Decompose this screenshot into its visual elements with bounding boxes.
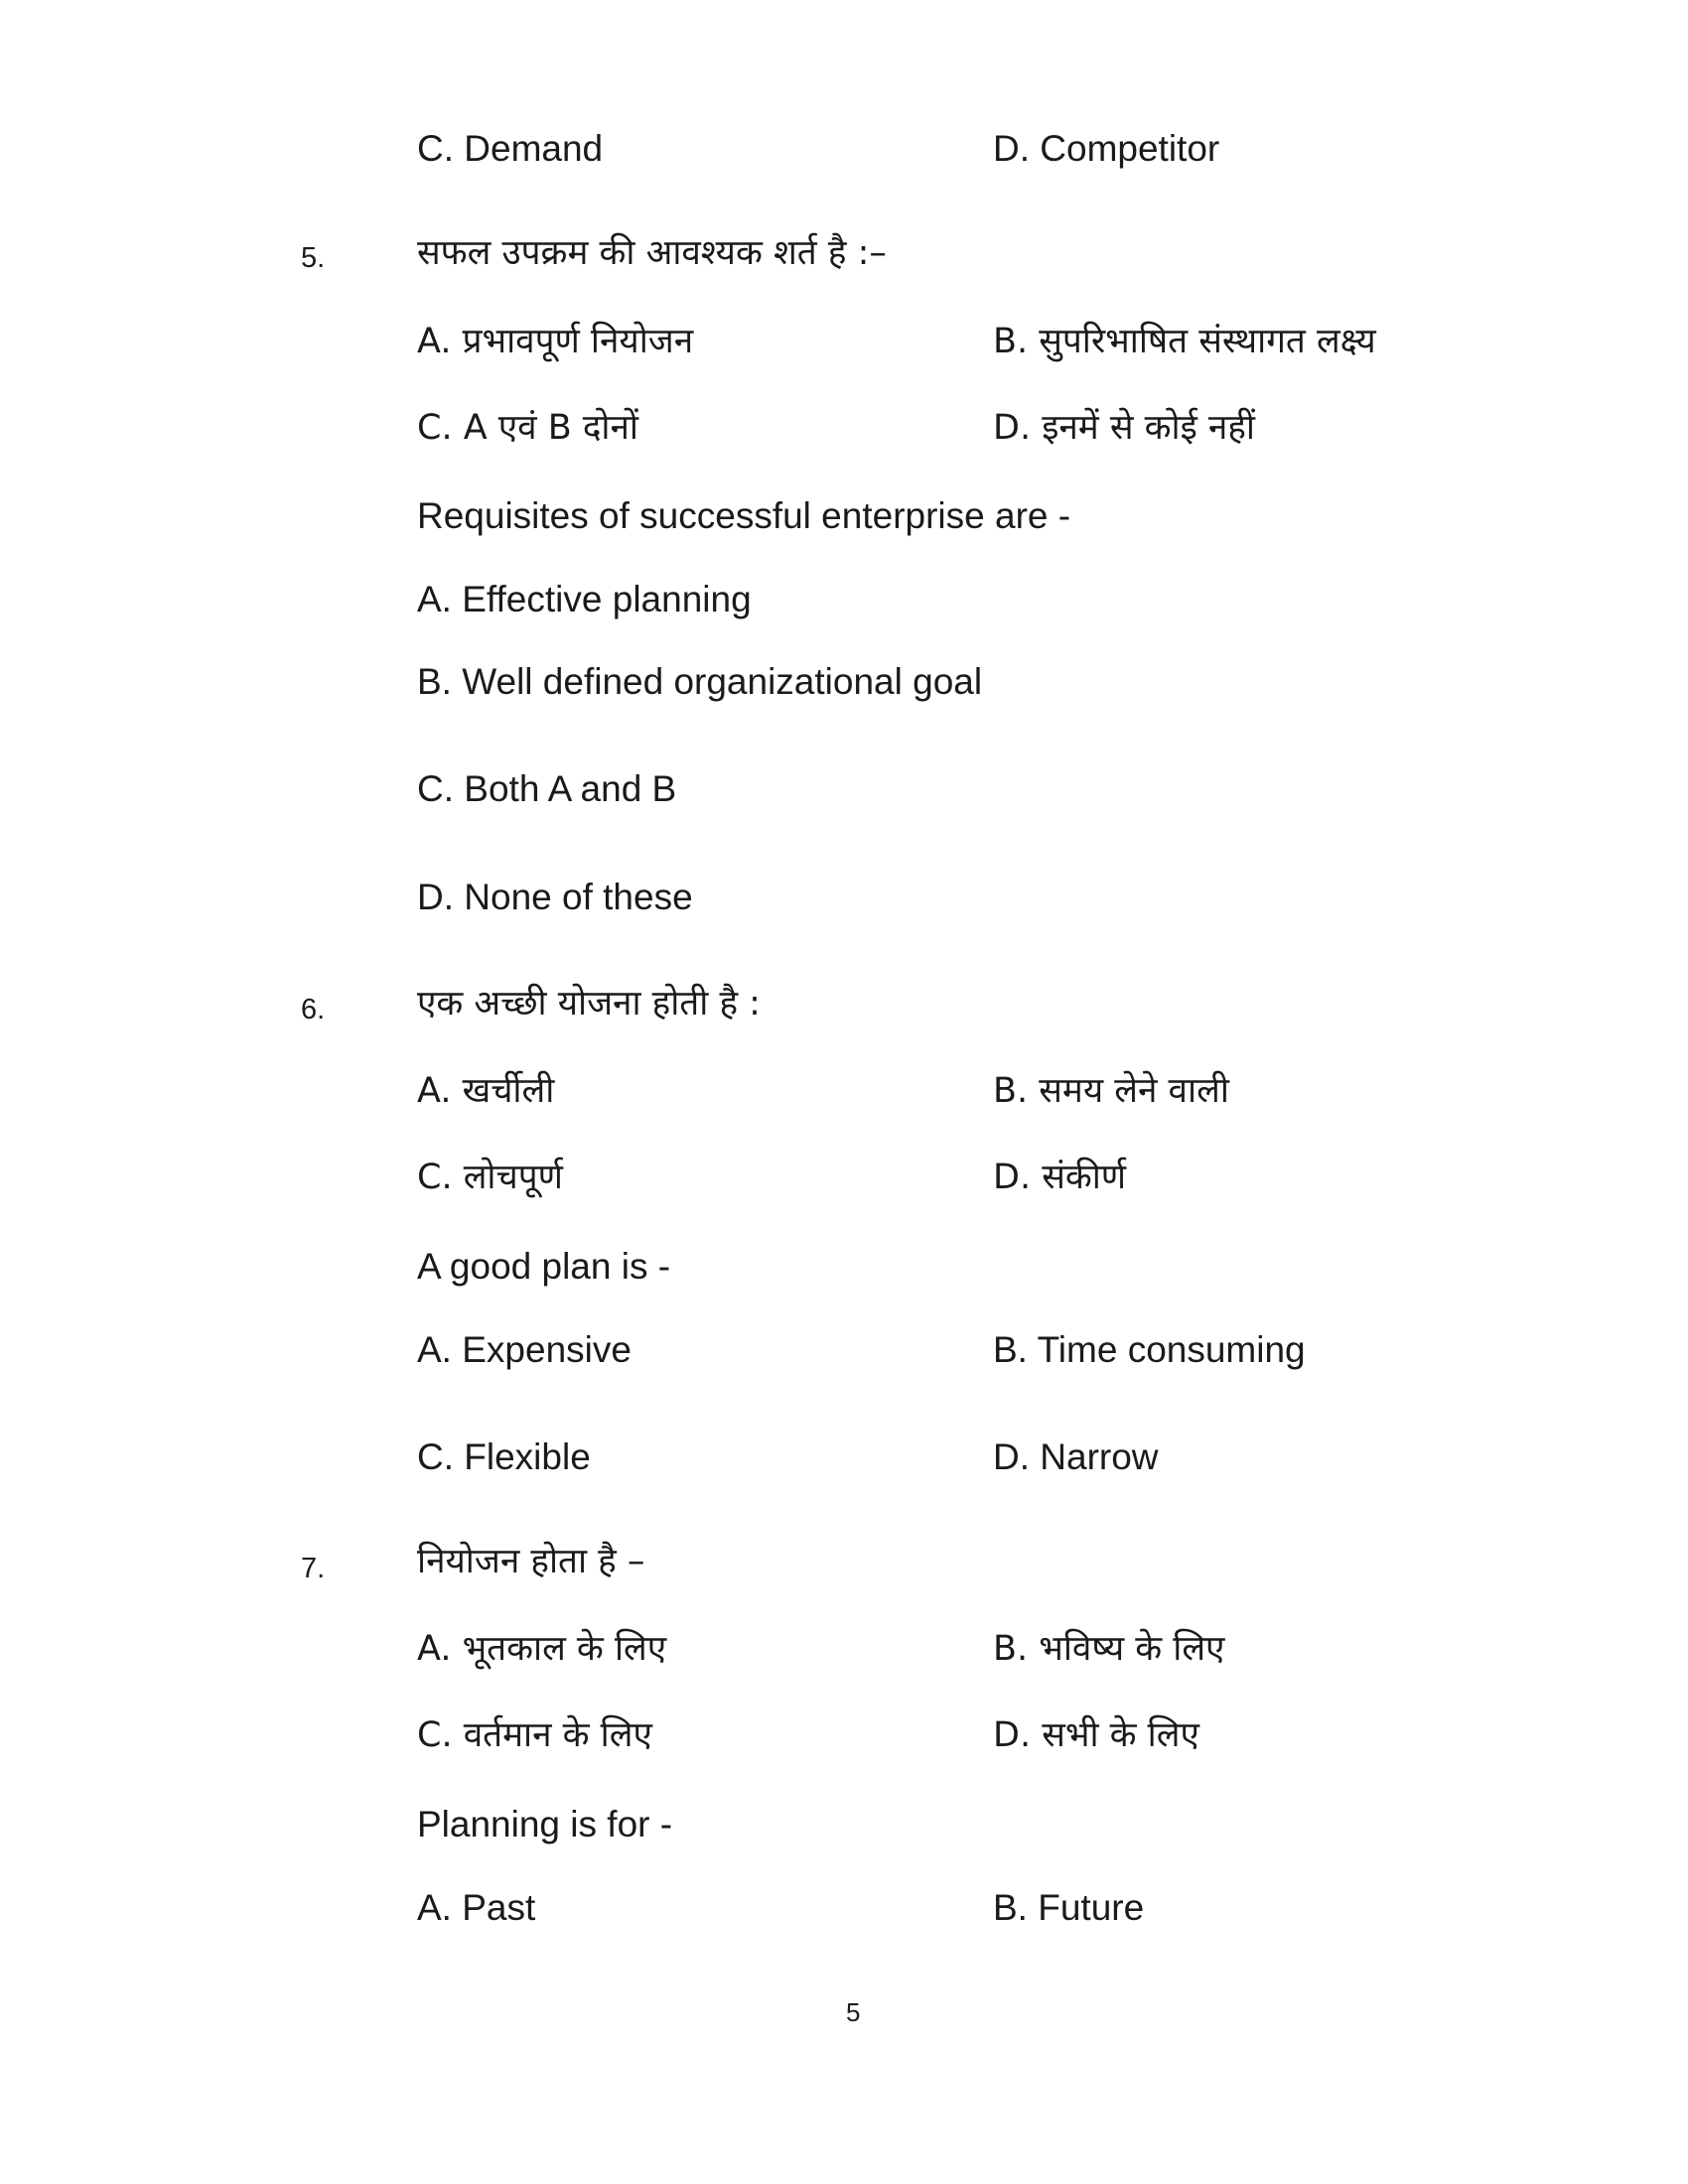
q6-option-b-english: B. Time consuming [993,1329,1306,1370]
q4-option-d: D. Competitor [993,128,1220,169]
q7-number: 7. [301,1553,326,1584]
q6-question-english: A good plan is - [417,1246,671,1287]
q7-option-c-hindi: C. वर्तमान के लिए [417,1715,652,1755]
q5-option-b-hindi: B. सुपरिभाषित संस्थागत लक्ष्य [993,322,1376,361]
q6-option-b-hindi: B. समय लेने वाली [993,1071,1229,1111]
q7-question-hindi: नियोजन होता है – [417,1542,645,1581]
q7-option-b-english: B. Future [993,1887,1145,1928]
q7-option-a-hindi: A. भूतकाल के लिए [417,1629,667,1669]
q6-option-d-english: D. Narrow [993,1436,1159,1477]
page-number: 5 [846,1997,861,2027]
q6-option-c-english: C. Flexible [417,1436,591,1477]
q5-question-hindi: सफल उपक्रम की आवश्यक शर्त है :– [417,233,887,273]
q5-option-a-hindi: A. प्रभावपूर्ण नियोजन [417,322,694,361]
q6-option-d-hindi: D. संकीर्ण [993,1158,1127,1197]
q6-question-hindi: एक अच्छी योजना होती है : [417,984,761,1024]
q5-option-c-hindi: C. A एवं B दोनों [417,408,638,448]
q7-option-a-english: A. Past [417,1887,536,1928]
q6-option-c-hindi: C. लोचपूर्ण [417,1158,563,1197]
q6-number: 6. [301,994,326,1025]
q6-option-a-english: A. Expensive [417,1329,632,1370]
q5-option-a-english: A. Effective planning [417,579,752,619]
q5-option-d-hindi: D. इनमें से कोई नहीं [993,408,1255,448]
q5-option-c-english: C. Both A and B [417,768,677,809]
q7-question-english: Planning is for - [417,1804,673,1844]
q4-option-c: C. Demand [417,128,604,169]
q5-option-d-english: D. None of these [417,877,693,917]
q7-option-d-hindi: D. सभी के लिए [993,1715,1199,1755]
q7-option-b-hindi: B. भविष्य के लिए [993,1629,1225,1669]
q5-option-b-english: B. Well defined organizational goal [417,661,983,702]
q5-question-english: Requisites of successful enterprise are - [417,495,1071,536]
q5-number: 5. [301,242,326,274]
q6-option-a-hindi: A. खर्चीली [417,1071,555,1111]
